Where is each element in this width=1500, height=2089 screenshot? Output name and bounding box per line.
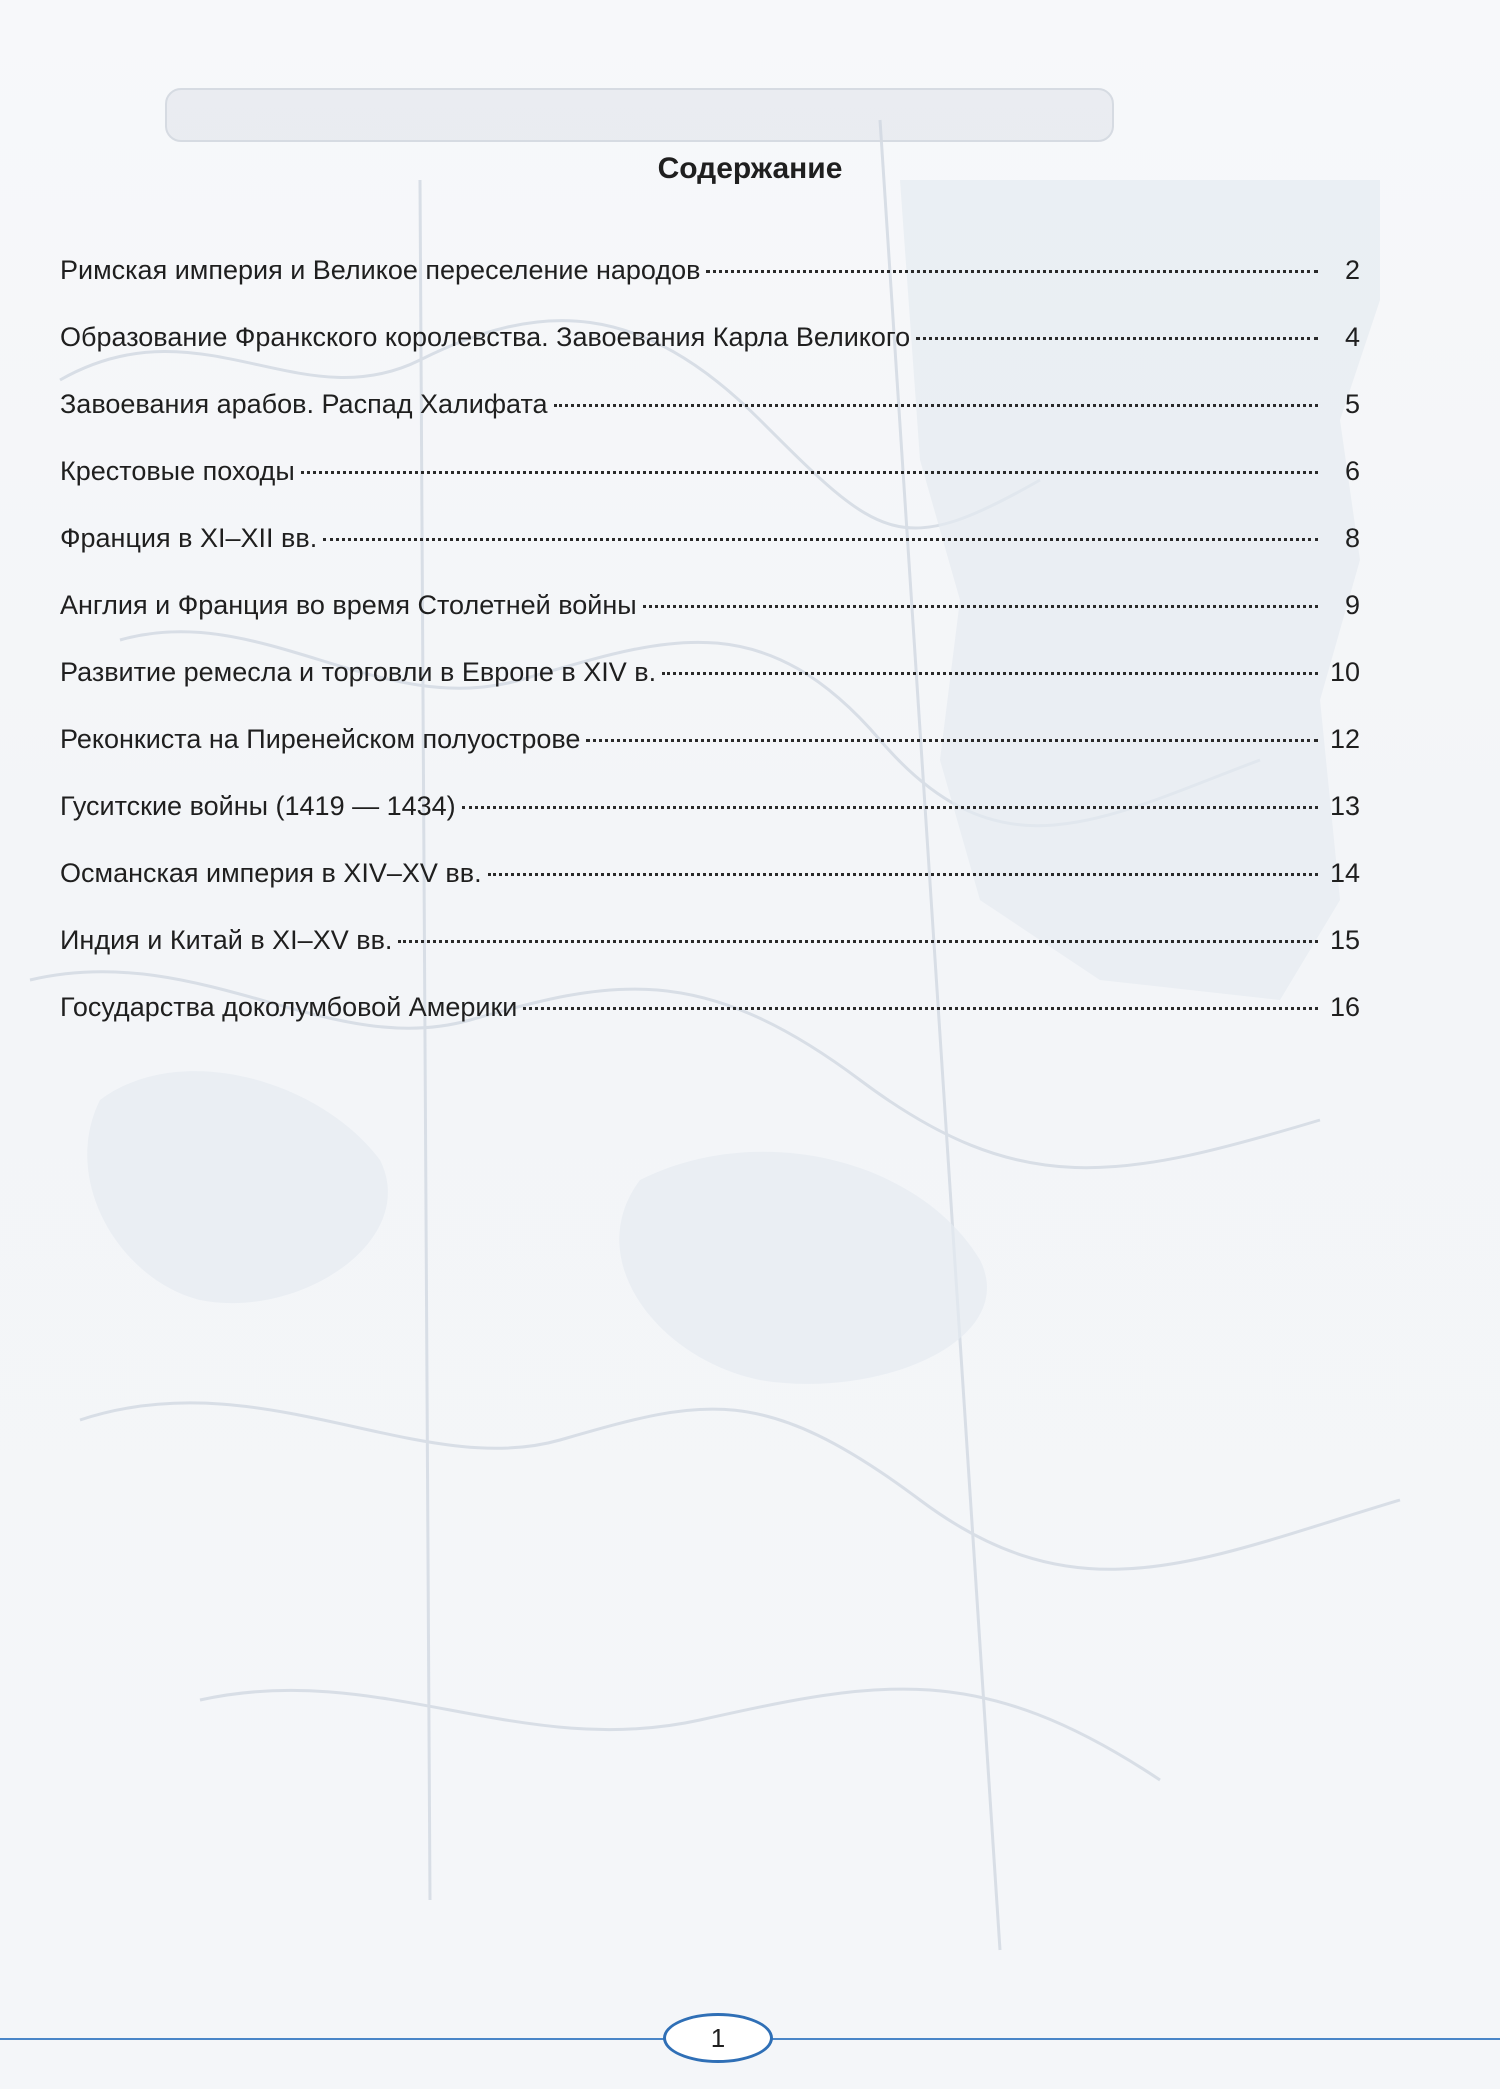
toc-entry[interactable] <box>60 925 1360 992</box>
toc-entry-title: Завоевания арабов. Распад Халифата <box>60 389 548 419</box>
toc-entry-title: Развитие ремесла и торговли в Европе в XIV в. <box>60 657 657 687</box>
toc-entry[interactable] <box>60 791 1360 858</box>
toc-leader-dots <box>398 940 1318 943</box>
toc-entry[interactable] <box>60 456 1360 523</box>
toc-leader-dots <box>916 337 1318 340</box>
toc-entry-page: 5 <box>1344 389 1360 419</box>
toc-entry-page: 10 <box>1329 657 1360 687</box>
toc-entry-title: Османская империя в XIV–XV вв. <box>60 858 482 888</box>
toc-entry-page: 16 <box>1329 992 1360 1022</box>
toc-leader-dots <box>586 739 1318 742</box>
toc-entry-title: Государства доколумбовой Америки <box>60 992 518 1022</box>
toc-entry[interactable] <box>60 657 1360 724</box>
toc-entry-title: Гуситские войны (1419 — 1434) <box>60 791 456 821</box>
toc-entry-page: 2 <box>1344 255 1360 285</box>
toc-entry-page: 8 <box>1344 523 1360 553</box>
faded-header-banner <box>165 88 1114 142</box>
toc-entry-page: 9 <box>1344 590 1360 620</box>
toc-entry[interactable] <box>60 724 1360 791</box>
toc-entry-title: Англия и Франция во время Столетней войны <box>60 590 637 620</box>
toc-leader-dots <box>301 471 1318 474</box>
page-title: Содержание <box>657 152 843 185</box>
toc-entry-title: Римская империя и Великое переселение народов <box>60 255 701 285</box>
toc-entry-title: Реконкиста на Пиренейском полуострове <box>60 724 581 754</box>
toc-leader-dots <box>643 605 1318 608</box>
toc-entry-page: 4 <box>1344 322 1360 352</box>
toc-entry[interactable] <box>60 389 1360 456</box>
toc-entry[interactable] <box>60 255 1360 322</box>
toc-leader-dots <box>462 806 1318 809</box>
toc-entry-page: 13 <box>1329 791 1360 821</box>
toc-entry-page: 14 <box>1329 858 1360 888</box>
toc-entry[interactable] <box>60 322 1360 389</box>
toc-leader-dots <box>488 873 1318 876</box>
toc-leader-dots <box>554 404 1318 407</box>
toc-entry-title: Крестовые походы <box>60 456 295 486</box>
toc-entry-page: 15 <box>1329 925 1360 955</box>
toc-entry-title: Образование Франкского королевства. Завоевания Карла Великого <box>60 322 911 352</box>
toc-entry-title: Франция в XI–XII вв. <box>60 523 318 553</box>
toc-leader-dots <box>706 270 1318 273</box>
toc-entry[interactable] <box>60 523 1360 590</box>
table-of-contents <box>60 255 1360 1059</box>
toc-entry[interactable] <box>60 590 1360 657</box>
toc-entry[interactable] <box>60 992 1360 1059</box>
toc-entry-page: 6 <box>1344 456 1360 486</box>
toc-entry-page: 12 <box>1329 724 1360 754</box>
toc-leader-dots <box>323 538 1318 541</box>
page-number-badge: 1 <box>663 2013 773 2063</box>
toc-leader-dots <box>523 1007 1318 1010</box>
toc-leader-dots <box>662 672 1318 675</box>
toc-entry-title: Индия и Китай в XI–XV вв. <box>60 925 393 955</box>
toc-entry[interactable] <box>60 858 1360 925</box>
